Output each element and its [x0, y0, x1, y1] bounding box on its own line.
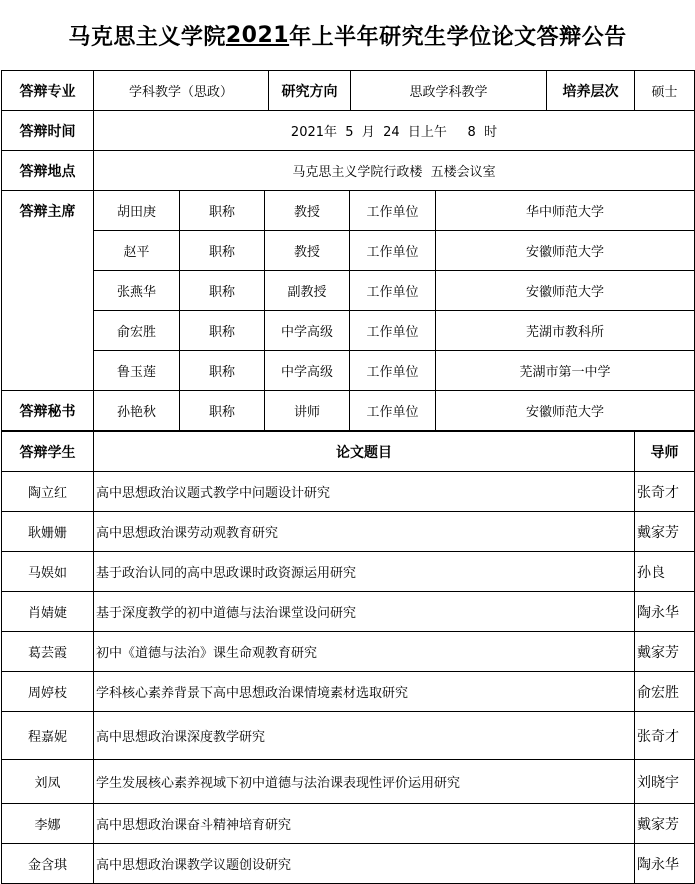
unit-label: 工作单位 — [350, 271, 436, 311]
table-row — [2, 632, 695, 672]
member-name: 张燕华 — [94, 271, 180, 311]
time-value: 2021年 5 月 24 日上午 8 时 — [94, 111, 695, 151]
table-row — [2, 760, 695, 804]
unit-label: 工作单位 — [350, 311, 436, 351]
student-name: 马娱如 — [2, 552, 94, 592]
thesis-title: 高中思想政治议题式教学中问题设计研究 — [94, 472, 635, 512]
secretary-row — [2, 391, 695, 431]
member-unit: 安徽师范大学 — [436, 271, 695, 311]
major-value: 学科教学（思政） — [94, 71, 269, 111]
committee-row — [2, 231, 695, 271]
unit-label: 工作单位 — [350, 391, 436, 431]
committee-row — [2, 311, 695, 351]
member-name: 俞宏胜 — [94, 311, 180, 351]
info-table — [1, 70, 695, 191]
student-name: 李娜 — [2, 804, 94, 844]
chair-label: 答辩主席 — [2, 191, 94, 231]
unit-label: 工作单位 — [350, 351, 436, 391]
level-value: 硕士 — [635, 71, 695, 111]
member-title: 中学高级 — [265, 351, 350, 391]
title-suffix: 年上半年研究生学位论文答辩公告 — [289, 24, 627, 50]
table-row — [2, 552, 695, 592]
thesis-title: 高中思想政治课奋斗精神培育研究 — [94, 804, 635, 844]
committee-row — [2, 351, 695, 391]
member-unit: 华中师范大学 — [436, 191, 695, 231]
table-row — [2, 592, 695, 632]
students-header-row — [2, 432, 695, 472]
advisor-name: 陶永华 — [635, 592, 695, 632]
place-value: 马克思主义学院行政楼 五楼会议室 — [94, 151, 695, 191]
thesis-title: 高中思想政治课劳动观教育研究 — [94, 512, 635, 552]
table-row — [2, 672, 695, 712]
advisor-name: 陶永华 — [635, 844, 695, 884]
students-table — [1, 431, 695, 884]
title-prefix: 马克思主义学院 — [68, 24, 226, 50]
secretary-name: 孙艳秋 — [94, 391, 180, 431]
secretary-title: 讲师 — [265, 391, 350, 431]
committee-row — [2, 271, 695, 311]
committee-table — [1, 190, 695, 431]
page-title — [0, 0, 695, 70]
member-unit: 芜湖市第一中学 — [436, 351, 695, 391]
student-name: 刘凤 — [2, 760, 94, 804]
advisor-name: 张奇才 — [635, 472, 695, 512]
student-name: 葛芸霞 — [2, 632, 94, 672]
advisor-name: 张奇才 — [635, 712, 695, 760]
table-row — [2, 472, 695, 512]
direction-value: 思政学科教学 — [351, 71, 547, 111]
advisor-name: 戴家芳 — [635, 632, 695, 672]
title-label: 职称 — [180, 391, 265, 431]
thesis-title: 高中思想政治课教学议题创设研究 — [94, 844, 635, 884]
table-row — [2, 712, 695, 760]
thesis-title: 初中《道德与法治》课生命观教育研究 — [94, 632, 635, 672]
student-name: 陶立红 — [2, 472, 94, 512]
header-advisor: 导师 — [635, 432, 695, 472]
student-name: 金含琪 — [2, 844, 94, 884]
student-name: 程嘉妮 — [2, 712, 94, 760]
unit-label: 工作单位 — [350, 231, 436, 271]
thesis-title: 高中思想政治课深度教学研究 — [94, 712, 635, 760]
committee-row — [2, 191, 695, 231]
title-label: 职称 — [180, 191, 265, 231]
empty-cell — [2, 231, 94, 271]
title-label: 职称 — [180, 271, 265, 311]
thesis-title: 基于政治认同的高中思政课时政资源运用研究 — [94, 552, 635, 592]
header-thesis: 论文题目 — [94, 432, 635, 472]
student-name: 周婷枝 — [2, 672, 94, 712]
student-name: 耿姗姗 — [2, 512, 94, 552]
advisor-name: 孙良 — [635, 552, 695, 592]
secretary-label: 答辩秘书 — [2, 391, 94, 431]
member-title: 副教授 — [265, 271, 350, 311]
member-name: 鲁玉莲 — [94, 351, 180, 391]
table-row — [2, 804, 695, 844]
direction-label: 研究方向 — [269, 71, 351, 111]
student-name: 肖婧婕 — [2, 592, 94, 632]
major-label: 答辩专业 — [2, 71, 94, 111]
title-label: 职称 — [180, 351, 265, 391]
advisor-name: 戴家芳 — [635, 804, 695, 844]
member-unit: 芜湖市教科所 — [436, 311, 695, 351]
place-label: 答辩地点 — [2, 151, 94, 191]
title-label: 职称 — [180, 311, 265, 351]
member-title: 教授 — [265, 231, 350, 271]
thesis-title: 学生发展核心素养视域下初中道德与法治课表现性评价运用研究 — [94, 760, 635, 804]
member-title: 教授 — [265, 191, 350, 231]
table-row — [2, 844, 695, 884]
header-student: 答辩学生 — [2, 432, 94, 472]
title-label: 职称 — [180, 231, 265, 271]
unit-label: 工作单位 — [350, 191, 436, 231]
empty-cell — [2, 271, 94, 311]
member-unit: 安徽师范大学 — [436, 231, 695, 271]
advisor-name: 刘晓宇 — [635, 760, 695, 804]
advisor-name: 俞宏胜 — [635, 672, 695, 712]
thesis-title: 基于深度教学的初中道德与法治课堂设问研究 — [94, 592, 635, 632]
empty-cell — [2, 351, 94, 391]
table-row — [2, 512, 695, 552]
secretary-unit: 安徽师范大学 — [436, 391, 695, 431]
empty-cell — [2, 311, 94, 351]
member-name: 胡田庚 — [94, 191, 180, 231]
title-year: 2021 — [225, 22, 290, 48]
member-title: 中学高级 — [265, 311, 350, 351]
thesis-title: 学科核心素养背景下高中思想政治课情境素材选取研究 — [94, 672, 635, 712]
member-name: 赵平 — [94, 231, 180, 271]
level-label: 培养层次 — [547, 71, 635, 111]
advisor-name: 戴家芳 — [635, 512, 695, 552]
time-label: 答辩时间 — [2, 111, 94, 151]
